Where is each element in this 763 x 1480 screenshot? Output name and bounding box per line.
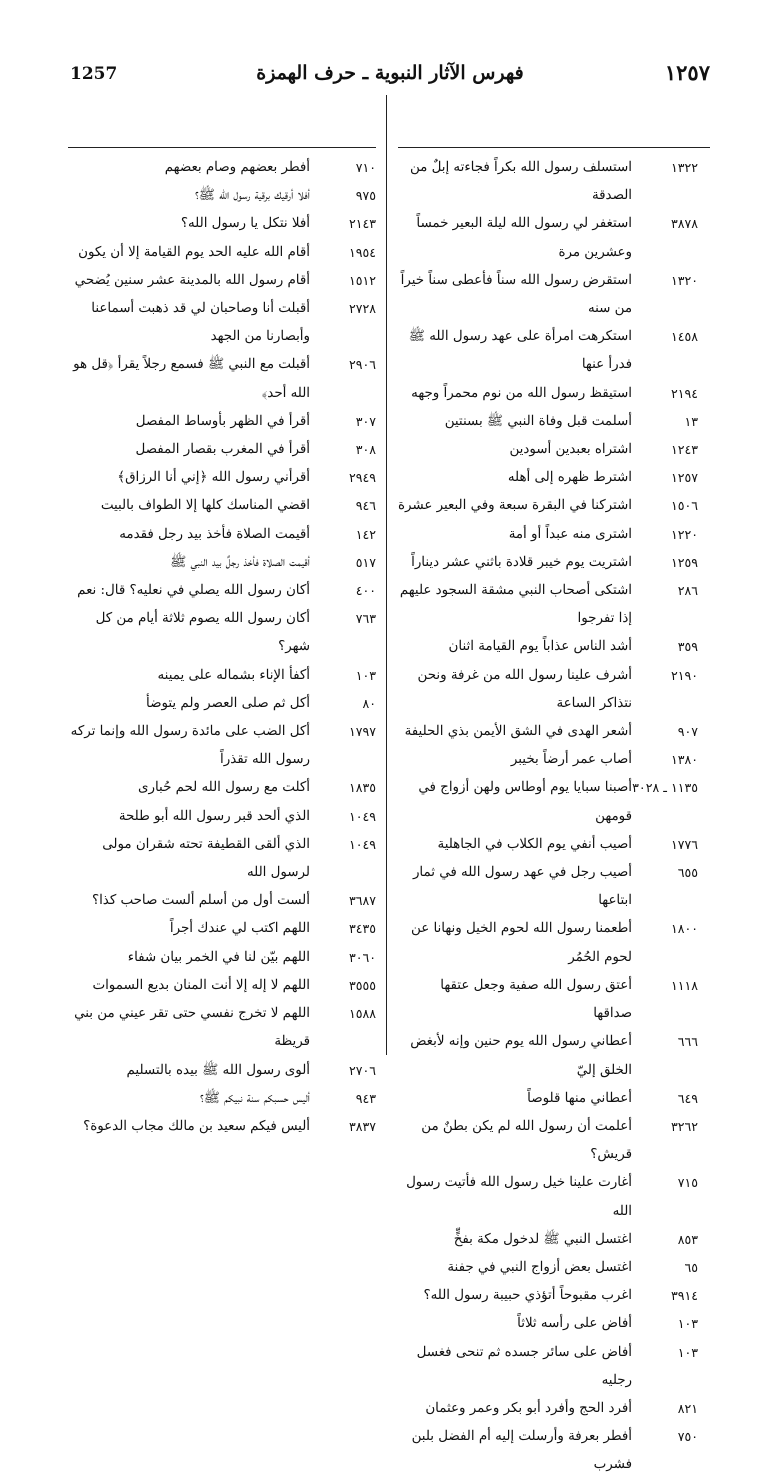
entry-text: أسلمت قبل وفاة النبي ﷺ بسنتين <box>444 413 632 429</box>
entry-number: ٢٧٢٨ <box>348 301 376 317</box>
entry-text: اشتراه بعبدين أسودين <box>509 442 632 458</box>
index-entry <box>398 549 710 577</box>
index-entry <box>398 1028 710 1084</box>
entry-text: استكرهت امرأة على عهد رسول الله ﷺ فدرأ عنها <box>408 329 632 373</box>
entry-text: اشتركنا في البقرة سبعة وفي البعير عشرة <box>398 498 632 514</box>
index-entry <box>68 831 376 887</box>
index-entry <box>398 492 710 520</box>
entry-number: ١٣٢٢ <box>670 160 698 175</box>
index-entry <box>398 1395 710 1423</box>
entry-text: اللهم اكتب لي عندك أجراً <box>169 921 310 937</box>
entry-number: ٣٩١٤ <box>670 1288 698 1304</box>
page-header <box>70 60 710 94</box>
entry-number: ٣٥٩ <box>677 639 698 655</box>
index-entry <box>398 436 710 464</box>
index-entry <box>68 408 376 436</box>
entry-number: ٨٢١ <box>677 1400 698 1416</box>
index-entry <box>68 1085 376 1113</box>
entry-text: أشعر الهدى في الشق الأيمن بذي الحليفة <box>404 724 632 740</box>
entry-number: ٤٠٠ <box>355 583 376 599</box>
index-entry <box>68 774 376 802</box>
index-entry <box>398 210 710 266</box>
entry-number: ١٤٢ <box>355 526 376 542</box>
index-entry <box>398 1226 710 1254</box>
entry-number: ٩٠٧ <box>677 724 698 740</box>
index-entry <box>398 464 710 492</box>
entry-text: اللهم لا تخرج نفسي حتى تقر عيني من بني قريظة <box>74 1006 310 1050</box>
index-entry <box>398 746 710 774</box>
index-entry <box>68 154 376 182</box>
index-entry <box>68 295 376 351</box>
entry-number: ٧١٥ <box>677 1175 698 1191</box>
entry-number: ٣٠٨ <box>355 442 376 458</box>
entry-text: استقرض رسول الله سناً فأعطى سناً خيراً من سنه <box>400 272 632 317</box>
entry-number: ٣٦٨٧ <box>348 893 376 909</box>
entry-text: أفاض على سائر جسده ثم تنحى فغسل رجليه <box>416 1344 632 1388</box>
entry-number: ١٧٧٦ <box>670 836 698 852</box>
entry-text: أفرد الحج وأفرد أبو بكر وعمر وعثمان <box>425 1400 632 1416</box>
entry-number: ١٥١٢ <box>348 272 376 288</box>
entry-number: ٣٥٥٥ <box>348 977 376 993</box>
right-column <box>398 154 710 1480</box>
entry-text: اشتريت يوم خيبر قلادة باثني عشر ديناراً <box>411 554 632 570</box>
entry-text: أغارت علينا خيل رسول الله فأتيت رسول الله <box>406 1175 632 1219</box>
index-entry <box>68 718 376 774</box>
entry-number: ١٥٨٨ <box>348 1006 376 1022</box>
index-entry <box>68 210 376 238</box>
index-entry <box>398 577 710 633</box>
index-entry <box>68 803 376 831</box>
entry-text: أصيب رجل في عهد رسول الله في ثمار ابتاعها <box>412 865 632 909</box>
entry-text: أعطاني منها قلوصاً <box>527 1090 632 1106</box>
entry-text: أقرأ في المغرب بقصار المفصل <box>135 442 310 458</box>
entry-text: أفاض على رأسه ثلاثاً <box>517 1316 632 1332</box>
entry-number: ٦٤٩ <box>677 1090 698 1106</box>
entry-text: اغرب مقبوحاً أتؤذي حبيبة رسول الله؟ <box>423 1288 632 1304</box>
index-entry <box>68 182 376 210</box>
index-entry <box>68 267 376 295</box>
entry-number: ٢١٩٤ <box>670 385 698 401</box>
entry-text: أكان رسول الله يصلي في نعليه؟ قال: نعم <box>77 583 310 599</box>
entry-text: اللهم لا إله إلا أنت المنان بديع السموات <box>92 977 310 993</box>
index-entry <box>398 380 710 408</box>
entry-text: أعطاني رسول الله يوم حنين وإنه لأبغض الخلق إليّ <box>410 1034 632 1078</box>
index-entry <box>68 972 376 1000</box>
entry-number: ١٢٤٣ <box>670 442 698 458</box>
entry-number: ٣٨٧٨ <box>670 216 698 232</box>
index-entry <box>398 1310 710 1338</box>
index-entry <box>68 351 376 407</box>
entry-text: اغتسل النبي ﷺ لدخول مكة بفخٍّ <box>453 1231 632 1247</box>
page-number-arabic: ١٢٥٧ <box>664 60 710 85</box>
entry-text: أليس حسبكم سنة نبيكم ﷺ؟ <box>200 1090 310 1106</box>
entry-number: ١٣٢٠ <box>670 272 698 288</box>
index-entry <box>68 436 376 464</box>
entry-number: ٣٠٦٠ <box>348 949 376 965</box>
entry-text: أعلمت أن رسول الله لم يكن بطنٌ من قريش؟ <box>421 1118 632 1163</box>
entry-text: أليس فيكم سعيد بن مالك مجاب الدعوة؟ <box>83 1118 310 1134</box>
entry-text: أطعمنا رسول الله لحوم الخيل ونهانا عن لحوم الحُمُر <box>411 921 632 965</box>
index-entry <box>398 1423 710 1479</box>
index-entry <box>398 859 710 915</box>
index-entry <box>398 1339 710 1395</box>
left-column <box>68 154 376 1141</box>
entry-number: ٨٠ <box>362 695 376 711</box>
index-entry <box>68 577 376 605</box>
index-entry <box>68 1113 376 1141</box>
entry-text: اغتسل بعض أزواج النبي في جفنة <box>447 1259 632 1275</box>
header-rule-left <box>68 147 376 148</box>
entry-text: أكل الضب على مائدة رسول الله وإنما تركه رسول الله تقذراً <box>70 724 310 768</box>
entry-number: ٩٤٣ <box>355 1090 376 1106</box>
entry-number: ٣٤٣٥ <box>348 921 376 937</box>
index-entry <box>398 408 710 436</box>
entry-number: ٣٠٧ <box>355 413 376 429</box>
entry-number: ١٢٥٩ <box>670 554 698 570</box>
entry-text: أفلا أرقيك برقية رسول الله ﷺ؟ <box>195 188 310 204</box>
entry-text: استيقظ رسول الله من نوم محمراً وجهه <box>411 385 632 401</box>
entry-text: أقام الله عليه الحد يوم القيامة إلا أن يكون <box>78 244 310 260</box>
entry-text: أكل ثم صلى العصر ولم يتوضأ <box>146 695 310 711</box>
entry-number: ١٠٤٩ <box>348 836 376 852</box>
index-entry <box>68 690 376 718</box>
entry-text: أقرأني رسول الله ﴿إني أنا الرزاق﴾ <box>117 470 310 486</box>
entry-number: ٦٦٦ <box>677 1034 698 1050</box>
index-entry <box>398 972 710 1028</box>
index-entry <box>68 239 376 267</box>
entry-number: ١١٣٥ ـ ٣٠٢٨ <box>632 780 698 796</box>
entry-text: اشتكى أصحاب النبي مشقة السجود عليهم إذا تفرجوا <box>399 583 632 627</box>
entry-text: أفلا نتكل يا رسول الله؟ <box>180 216 310 232</box>
entry-number: ١٨٠٠ <box>670 921 698 937</box>
entry-number: ٧١٠ <box>355 160 376 175</box>
entry-number: ٧٥٠ <box>677 1429 698 1445</box>
entry-text: استغفر لي رسول الله ليلة البعير خمساً وعشرين مرة <box>416 216 632 260</box>
index-entry <box>68 887 376 915</box>
entry-text: أقبلت أنا وصاحبان لي قد ذهبت أسماعنا وأبصارنا من الجهد <box>91 301 310 345</box>
index-entry <box>398 774 710 830</box>
entry-text: أصيب أنفي يوم الكلاب في الجاهلية <box>437 836 632 852</box>
entry-number: ١٨٣٥ <box>348 780 376 796</box>
entry-text: أقام رسول الله بالمدينة عشر سنين يُضحي <box>74 272 310 288</box>
entry-number: ٩٤٦ <box>355 498 376 514</box>
entry-text: اللهم بيّن لنا في الخمر بيان شفاء <box>127 949 310 965</box>
entry-text: استسلف رسول الله بكراً فجاءته إبلٌ من الصدقة <box>409 160 632 204</box>
entry-text: ألوى رسول الله ﷺ بيده بالتسليم <box>126 1062 310 1078</box>
page-number-latin: 1257 <box>70 64 118 84</box>
entry-number: ١٤٥٨ <box>670 329 698 345</box>
entry-text: أقبلت مع النبي ﷺ فسمع رجلاً يقرأ ﴿قل هو الله أحد﴾ <box>73 357 310 401</box>
index-entry <box>68 662 376 690</box>
entry-number: ١٩٥٤ <box>348 244 376 260</box>
entry-text: أصبنا سبايا يوم أوطاس ولهن أزواج في قومهن <box>418 780 632 824</box>
entry-text: أكلت مع رسول الله لحم حُبارى <box>138 780 310 796</box>
entry-number: ٢١٤٣ <box>348 216 376 232</box>
entry-text: الذي ألحد قبر رسول الله أبو طلحة <box>118 808 310 824</box>
entry-text: أكان رسول الله يصوم ثلاثة أيام من كل شهر؟ <box>95 611 310 655</box>
entry-number: ٦٥ <box>684 1259 698 1275</box>
entry-number: ١٢٢٠ <box>670 526 698 542</box>
entry-text: أشرف علينا رسول الله من غرفة ونحن نتذاكر الساعة <box>417 667 632 711</box>
entry-number: ١٣ <box>684 413 698 429</box>
entry-text: الذي ألقى القطيفة تحته شقران مولى لرسول الله <box>102 836 310 881</box>
entry-number: ١٠٣ <box>677 1344 698 1360</box>
entry-number: ٩٧٥ <box>355 188 376 204</box>
index-entry <box>68 464 376 492</box>
entry-number: ٦٥٥ <box>677 865 698 881</box>
entry-number: ٢١٩٠ <box>670 667 698 683</box>
index-entry <box>398 267 710 323</box>
entry-number: ١١١٨ <box>670 977 698 993</box>
entry-text: اقضي المناسك كلها إلا الطواف بالبيت <box>100 498 310 514</box>
index-entry <box>68 1057 376 1085</box>
index-entry <box>68 1000 376 1056</box>
index-entry <box>398 915 710 971</box>
entry-number: ١٠٣ <box>355 667 376 683</box>
index-entry <box>398 521 710 549</box>
entry-number: ١٠٤٩ <box>348 808 376 824</box>
index-entry <box>68 549 376 577</box>
index-entry <box>398 323 710 379</box>
entry-text: أكفأ الإناء بشماله على يمينه <box>157 667 310 683</box>
entry-number: ٨٥٣ <box>677 1231 698 1247</box>
entry-number: ١٧٩٧ <box>348 724 376 740</box>
index-entry <box>398 633 710 661</box>
entry-number: ١٠٣ <box>677 1316 698 1332</box>
entry-text: أقيمت الصلاة فأخذ رجلٌ بيد النبي ﷺ <box>170 554 310 570</box>
entry-text: أفطر بعضهم وصام بعضهم <box>164 160 310 175</box>
entry-number: ٧٦٣ <box>355 611 376 627</box>
column-divider <box>386 95 387 1055</box>
index-entry <box>398 718 710 746</box>
index-entry <box>68 492 376 520</box>
entry-number: ١٣٨٠ <box>670 752 698 768</box>
entry-number: ٥١٧ <box>355 554 376 570</box>
entry-number: ٣٨٣٧ <box>348 1118 376 1134</box>
index-entry <box>398 1085 710 1113</box>
index-entry <box>68 915 376 943</box>
entry-text: أصاب عمر أرضاً بخيبر <box>510 752 632 768</box>
entry-number: ١٥٠٦ <box>670 498 698 514</box>
entry-text: أفطر بعرفة وأرسلت إليه أم الفضل بلبن فشرب <box>411 1429 632 1473</box>
entry-number: ٢٩٤٩ <box>348 470 376 486</box>
index-entry <box>68 521 376 549</box>
entry-text: أعتق رسول الله صفية وجعل عتقها صداقها <box>440 977 632 1022</box>
entry-text: اشترط ظهره إلى أهله <box>507 470 632 486</box>
entry-number: ١٢٥٧ <box>670 470 698 486</box>
entry-number: ٢٧٠٦ <box>348 1062 376 1078</box>
index-entry <box>398 1282 710 1310</box>
entry-text: أقيمت الصلاة فأخذ بيد رجل فقدمه <box>119 526 310 542</box>
entry-text: ألست أول من أسلم ألست صاحب كذا؟ <box>91 893 310 909</box>
entry-number: ٣٢٦٢ <box>670 1118 698 1134</box>
index-entry <box>398 1113 710 1169</box>
page-title: فهرس الآثار النبوية ـ حرف الهمزة <box>256 62 524 84</box>
entry-text: اشترى منه عبداً أو أمة <box>508 526 632 542</box>
index-entry <box>68 605 376 661</box>
index-entry <box>398 154 710 210</box>
index-entry <box>398 662 710 718</box>
entry-number: ٢٨٦ <box>677 583 698 599</box>
entry-text: أقرأ في الظهر بأوساط المفصل <box>135 413 310 429</box>
index-entry <box>68 944 376 972</box>
entry-number: ٢٩٠٦ <box>348 357 376 373</box>
entry-text: أشد الناس عذاباً يوم القيامة اثنان <box>448 639 632 655</box>
index-entry <box>398 1169 710 1225</box>
index-entry <box>398 831 710 859</box>
index-entry <box>398 1254 710 1282</box>
header-rule-right <box>398 147 710 148</box>
